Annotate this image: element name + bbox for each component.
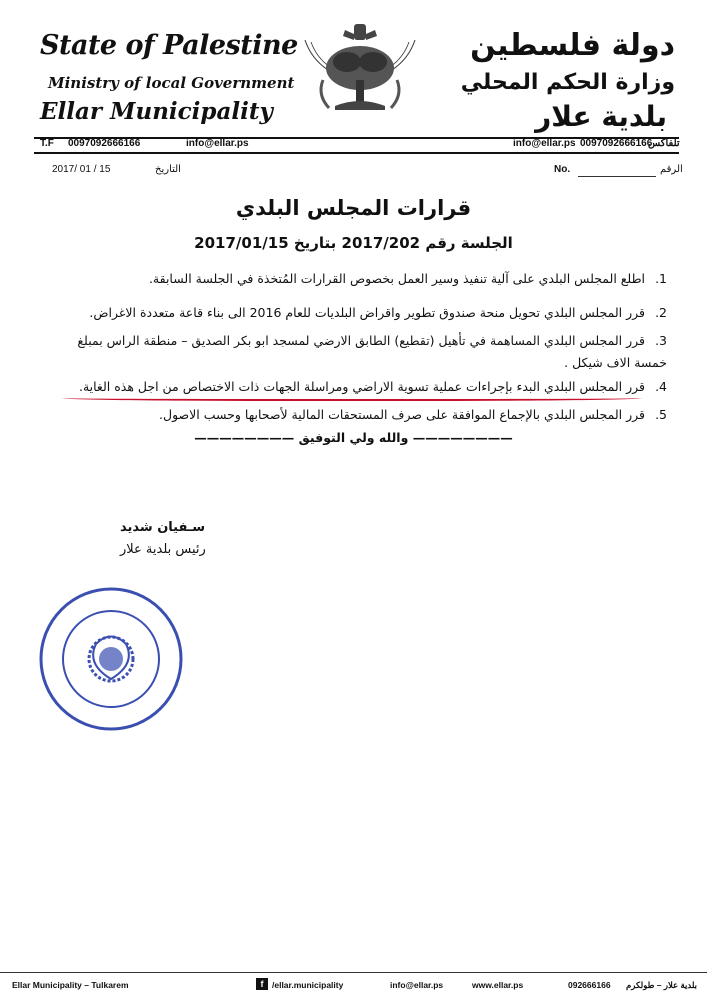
- number-blank-line: [578, 176, 656, 177]
- footer-facebook: /ellar.municipality: [272, 980, 344, 990]
- signatory-title: رئيس بلدية علار: [120, 542, 206, 557]
- arabic-municipality-title: بلدية علار: [535, 100, 667, 133]
- closing-phrase: ———————— والله ولي التوفيق ————————: [194, 430, 513, 445]
- decision-text: قرر المجلس البلدي تحويل منحة صندوق تطوير واقراض البلديات للعام 2016 الى بناء قاعة متعددة الاغراض.: [89, 305, 645, 320]
- decision-text: قرر المجلس البلدي البدء بإجراءات عملية تسوية الاراضي ومراسلة الجهات ذات الاختصاص من اجل هذه الغاية.: [78, 379, 645, 394]
- closing-text: والله ولي التوفيق: [298, 430, 409, 445]
- contact-label-right: تلفاكس: [648, 138, 680, 149]
- date-label: التاريخ: [155, 164, 181, 175]
- english-state-title: State of Palestine: [40, 30, 298, 61]
- contact-email-left: info@ellar.ps: [186, 138, 249, 149]
- decision-text: قرر المجلس البلدي بالإجماع الموافقة على صرف المستحقات المالية لأصحابها وحسب الاصول.: [159, 407, 645, 422]
- facebook-icon: f: [256, 978, 268, 990]
- session-info: الجلسة رقم 2017/202 بتاريخ 2017/01/15: [194, 234, 513, 252]
- contact-phone-left: 0097092666166: [68, 138, 141, 149]
- document-title: قرارات المجلس البلدي: [235, 196, 472, 220]
- signatory-name: سـفيان شديد: [120, 520, 206, 535]
- number-no-label: No.: [554, 164, 571, 175]
- official-stamp: [36, 584, 186, 734]
- contact-email-right: info@ellar.ps: [513, 138, 576, 149]
- decision-item-2: [47, 302, 667, 324]
- footer-municipality-ar: بلدية علار – طولكرم: [626, 980, 698, 990]
- decision-number: 5.: [655, 407, 667, 422]
- decision-item-1: [47, 268, 667, 290]
- contact-phone-right: 0097092666166: [580, 138, 653, 149]
- footer-municipality-en: Ellar Municipality – Tulkarem: [12, 980, 129, 990]
- header-divider-bottom: [34, 152, 679, 154]
- contact-tf-label: T.F: [40, 138, 54, 149]
- red-underline-highlight: [62, 394, 642, 401]
- footer-phone: 092666166: [568, 980, 611, 990]
- decision-number: 1.: [655, 271, 667, 286]
- english-municipality-title: Ellar Municipality: [40, 98, 273, 125]
- municipality-emblem-logo: [295, 20, 425, 140]
- decision-item-5: [47, 404, 667, 426]
- decision-text: قرر المجلس البلدي المساهمة في تأهيل (تقطيع) الطابق الارضي لمسجد ابو بكر الصديق – منطقة الراس بمبلغ خمسة الاف شيكل .: [77, 333, 667, 370]
- decision-number: 4.: [655, 379, 667, 394]
- footer-email: info@ellar.ps: [390, 980, 444, 990]
- english-ministry-title: Ministry of local Government: [48, 74, 295, 92]
- arabic-ministry-title: وزارة الحكم المحلي: [460, 70, 675, 95]
- footer-website: www.ellar.ps: [472, 980, 524, 990]
- decision-text: اطلع المجلس البلدي على آلية تنفيذ وسير العمل بخصوص القرارات المُتخذة في الجلسة السابقة.: [148, 271, 645, 286]
- decision-number: 3.: [655, 333, 667, 348]
- decision-number: 2.: [655, 305, 667, 320]
- date-value: 2017/ 01 / 15: [52, 164, 111, 175]
- number-label: الرقم: [660, 164, 683, 175]
- decision-item-3: [47, 330, 667, 374]
- footer-divider: [0, 972, 707, 973]
- arabic-state-title: دولة فلسطين: [470, 28, 675, 63]
